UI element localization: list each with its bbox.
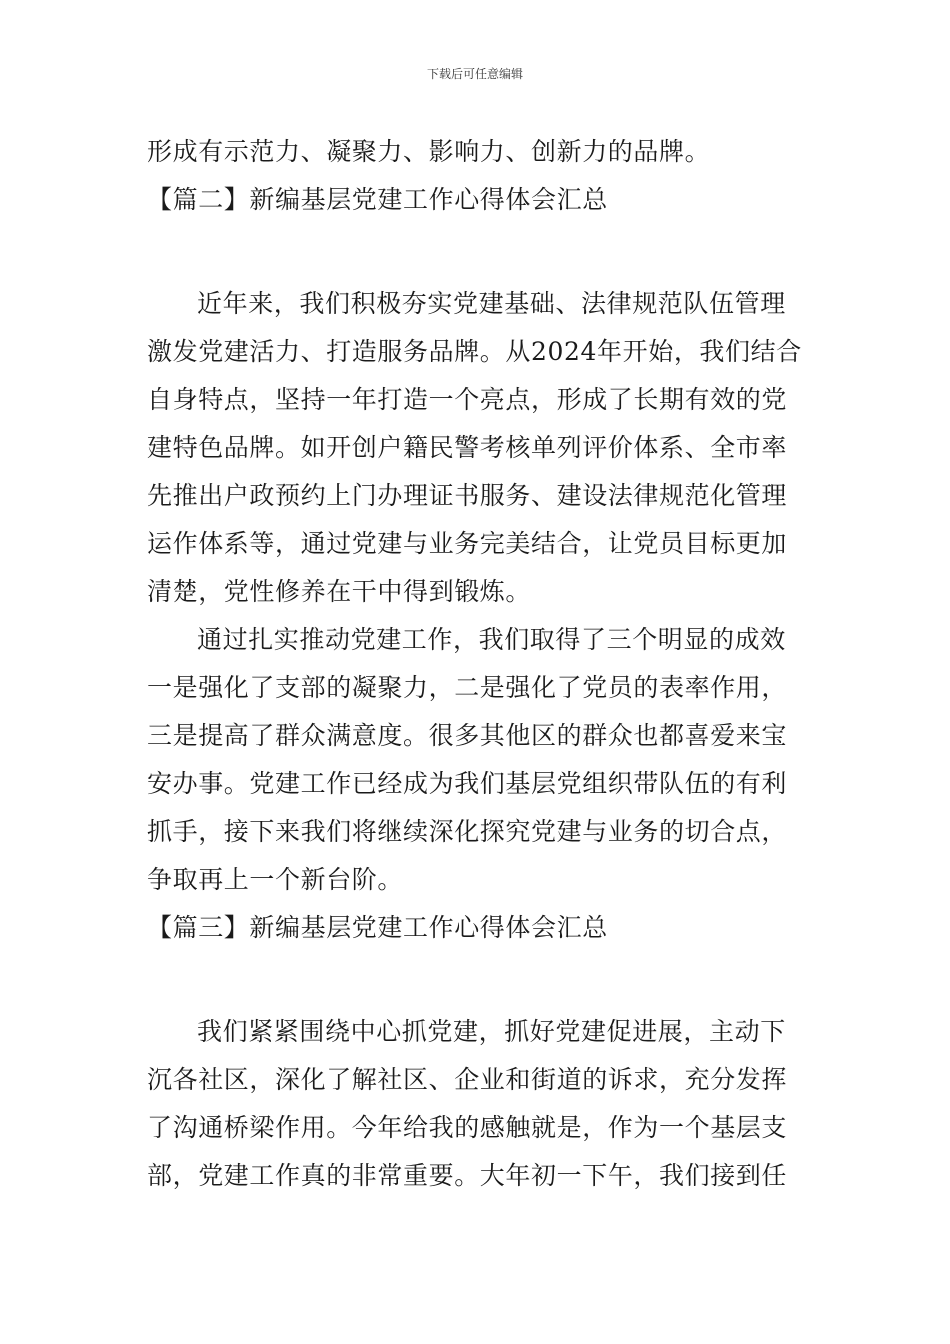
paragraph-line: 一是强化了支部的凝聚力，二是强化了党员的表率作用， [147, 673, 788, 702]
paragraph-line: 通过扎实推动党建工作，我们取得了三个明显的成效 [197, 625, 786, 654]
paragraph-line: 部，党建工作真的非常重要。大年初一下午，我们接到任 [147, 1161, 788, 1190]
paragraph-line: 争取再上一个新台阶。 [147, 865, 404, 894]
paragraph-line: 建特色品牌。如开创户籍民警考核单列评价体系、全市率 [147, 433, 788, 462]
paragraph-line: 抓手，接下来我们将继续深化探究党建与业务的切合点， [147, 817, 788, 846]
paragraph-line: 自身特点，坚持一年打造一个亮点，形成了长期有效的党 [147, 385, 788, 414]
section3-heading: 【篇三】新编基层党建工作心得体会汇总 [147, 913, 608, 942]
section2-heading: 【篇二】新编基层党建工作心得体会汇总 [147, 185, 608, 214]
paragraph-line: 近年来，我们积极夯实党建基础、法律规范队伍管理 [197, 289, 786, 318]
paragraph-line: 先推出户政预约上门办理证书服务、建设法律规范化管理 [147, 481, 788, 510]
paragraph-line: 了沟通桥梁作用。今年给我的感触就是，作为一个基层支 [147, 1113, 788, 1142]
page-header-note: 下载后可任意编辑 [426, 67, 523, 81]
section2-paragraph-2 [147, 616, 807, 904]
paragraph-line: 三是提高了群众满意度。很多其他区的群众也都喜爱来宝 [147, 721, 788, 750]
spacer [147, 952, 807, 1008]
section3-paragraph-1 [147, 1008, 807, 1200]
paragraph-line: 我们紧紧围绕中心抓党建，抓好党建促进展，主动下 [197, 1017, 786, 1046]
paragraph-line: 安办事。党建工作已经成为我们基层党组织带队伍的有利 [147, 769, 788, 798]
paragraph-line: 沉各社区，深化了解社区、企业和街道的诉求，充分发挥 [147, 1065, 788, 1094]
document-body [147, 128, 807, 1200]
paragraph-line: 运作体系等，通过党建与业务完美结合，让党员目标更加 [147, 529, 788, 558]
spacer [147, 224, 807, 280]
intro-line: 形成有示范力、凝聚力、影响力、创新力的品牌。 [147, 137, 711, 166]
paragraph-line: 清楚，党性修养在干中得到锻炼。 [147, 577, 532, 606]
section2-paragraph-1 [147, 280, 807, 616]
paragraph-line: 激发党建活力、打造服务品牌。从2024年开始，我们结合 [147, 337, 802, 366]
